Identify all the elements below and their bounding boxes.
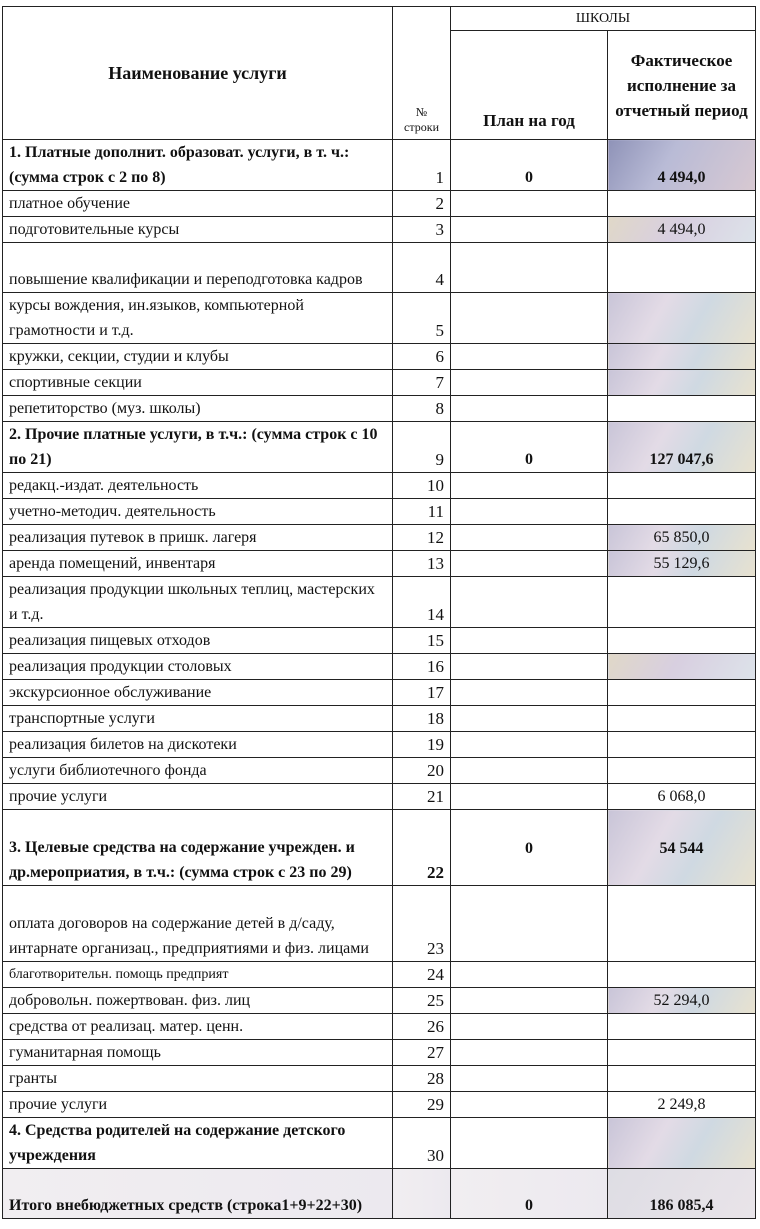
fact-cell bbox=[608, 1014, 756, 1040]
service-name-cell: платное обучение bbox=[3, 191, 393, 217]
table-row bbox=[3, 758, 756, 784]
plan-cell bbox=[451, 344, 608, 370]
plan-cell bbox=[451, 396, 608, 422]
table-header bbox=[3, 7, 756, 140]
service-name-cell: средства от реализац. матер. ценн. bbox=[3, 1014, 393, 1040]
service-name-cell: кружки, секции, студии и клубы bbox=[3, 344, 393, 370]
fact-cell bbox=[608, 344, 756, 370]
row-number-cell: 7 bbox=[393, 370, 451, 396]
table-row bbox=[3, 577, 756, 628]
fact-cell: 65 850,0 bbox=[608, 525, 756, 551]
service-name-cell: репетиторство (муз. школы) bbox=[3, 396, 393, 422]
row-number-cell: 1 bbox=[393, 140, 451, 191]
fact-cell: 6 068,0 bbox=[608, 784, 756, 810]
table-row bbox=[3, 140, 756, 191]
row-number-cell: 9 bbox=[393, 422, 451, 473]
fact-cell bbox=[608, 886, 756, 962]
plan-cell: 0 bbox=[451, 140, 608, 191]
service-name-cell: аренда помещений, инвентаря bbox=[3, 551, 393, 577]
fact-cell bbox=[608, 370, 756, 396]
service-name-cell: реализация путевок в пришк. лагеря bbox=[3, 525, 393, 551]
table-row bbox=[3, 396, 756, 422]
plan-cell bbox=[451, 370, 608, 396]
fact-cell bbox=[608, 499, 756, 525]
fact-cell bbox=[608, 243, 756, 293]
fact-cell bbox=[608, 628, 756, 654]
plan-cell bbox=[451, 1014, 608, 1040]
fact-cell bbox=[608, 732, 756, 758]
row-number-cell: 26 bbox=[393, 1014, 451, 1040]
table-row bbox=[3, 344, 756, 370]
service-name-cell: реализация пищевых отходов bbox=[3, 628, 393, 654]
service-name-cell: подготовительные курсы bbox=[3, 217, 393, 243]
total-name-cell: Итого внебюджетных средств (строка1+9+22+30) bbox=[3, 1169, 393, 1219]
table-row bbox=[3, 217, 756, 243]
header-row-number: № строки bbox=[393, 7, 451, 140]
service-name-cell: редакц.-издат. деятельность bbox=[3, 473, 393, 499]
row-number-cell: 13 bbox=[393, 551, 451, 577]
service-name-cell: реализация продукции школьных теплиц, мастерских и т.д. bbox=[3, 577, 393, 628]
services-table bbox=[2, 6, 756, 1219]
fact-cell: 55 129,6 bbox=[608, 551, 756, 577]
plan-cell bbox=[451, 217, 608, 243]
table-row bbox=[3, 962, 756, 988]
table-row bbox=[3, 706, 756, 732]
plan-cell bbox=[451, 577, 608, 628]
service-name-cell: услуги библиотечного фонда bbox=[3, 758, 393, 784]
table-row bbox=[3, 525, 756, 551]
fact-cell: 4 494,0 bbox=[608, 217, 756, 243]
plan-cell bbox=[451, 758, 608, 784]
service-name-cell: 3. Целевые средства на содержание учрежден. и др.мероприатия, в т.ч.: (сумма строк с 23 по 29) bbox=[3, 810, 393, 886]
fact-cell bbox=[608, 396, 756, 422]
row-number-cell: 4 bbox=[393, 243, 451, 293]
plan-cell bbox=[451, 1040, 608, 1066]
service-name-cell: транспортные услуги bbox=[3, 706, 393, 732]
row-number-cell: 29 bbox=[393, 1092, 451, 1118]
row-number-cell: 2 bbox=[393, 191, 451, 217]
fact-cell: 54 544 bbox=[608, 810, 756, 886]
row-number-cell: 20 bbox=[393, 758, 451, 784]
fact-cell: 4 494,0 bbox=[608, 140, 756, 191]
table-row bbox=[3, 784, 756, 810]
fact-cell bbox=[608, 654, 756, 680]
fact-cell bbox=[608, 1066, 756, 1092]
fact-cell bbox=[608, 1118, 756, 1169]
row-number-cell: 22 bbox=[393, 810, 451, 886]
table-row bbox=[3, 191, 756, 217]
fact-cell bbox=[608, 758, 756, 784]
row-number-cell: 28 bbox=[393, 1066, 451, 1092]
table-row bbox=[3, 1040, 756, 1066]
table-row bbox=[3, 732, 756, 758]
total-plan-cell: 0 bbox=[451, 1169, 608, 1219]
table-row bbox=[3, 422, 756, 473]
row-number-cell: 18 bbox=[393, 706, 451, 732]
plan-cell bbox=[451, 706, 608, 732]
service-name-cell: 4. Средства родителей на содержание детского учреждения bbox=[3, 1118, 393, 1169]
row-number-cell: 16 bbox=[393, 654, 451, 680]
service-name-cell: учетно-методич. деятельность bbox=[3, 499, 393, 525]
row-number-cell: 10 bbox=[393, 473, 451, 499]
service-name-cell: оплата договоров на содержание детей в д/саду, интарнате организац., предприятиями и физ. лицами bbox=[3, 886, 393, 962]
fact-cell bbox=[608, 1040, 756, 1066]
plan-cell bbox=[451, 1092, 608, 1118]
service-name-cell: экскурсионное обслуживание bbox=[3, 680, 393, 706]
plan-cell bbox=[451, 525, 608, 551]
row-number-cell: 19 bbox=[393, 732, 451, 758]
plan-cell bbox=[451, 886, 608, 962]
plan-cell bbox=[451, 988, 608, 1014]
fact-cell: 2 249,8 bbox=[608, 1092, 756, 1118]
service-name-cell: курсы вождения, ин.языков, компьютерной грамотности и т.д. bbox=[3, 293, 393, 344]
service-name-cell: гуманитарная помощь bbox=[3, 1040, 393, 1066]
row-number-cell: 24 bbox=[393, 962, 451, 988]
table-row bbox=[3, 1014, 756, 1040]
service-name-cell: реализация продукции столовых bbox=[3, 654, 393, 680]
table-row bbox=[3, 654, 756, 680]
table-row bbox=[3, 680, 756, 706]
plan-cell bbox=[451, 628, 608, 654]
total-fact-cell: 186 085,4 bbox=[608, 1169, 756, 1219]
row-number-cell: 15 bbox=[393, 628, 451, 654]
plan-cell bbox=[451, 473, 608, 499]
row-number-cell: 5 bbox=[393, 293, 451, 344]
table-row bbox=[3, 1092, 756, 1118]
service-name-cell: благотворительн. помощь предприят bbox=[3, 962, 393, 988]
fact-cell bbox=[608, 680, 756, 706]
plan-cell bbox=[451, 732, 608, 758]
row-number-cell: 27 bbox=[393, 1040, 451, 1066]
table-row bbox=[3, 628, 756, 654]
header-plan: План на год bbox=[451, 31, 608, 140]
fact-cell bbox=[608, 191, 756, 217]
fact-cell bbox=[608, 293, 756, 344]
table-row bbox=[3, 1066, 756, 1092]
fact-cell bbox=[608, 577, 756, 628]
plan-cell bbox=[451, 293, 608, 344]
service-name-cell: добровольн. пожертвован. физ. лиц bbox=[3, 988, 393, 1014]
fact-cell bbox=[608, 473, 756, 499]
row-number-cell: 25 bbox=[393, 988, 451, 1014]
table-row bbox=[3, 810, 756, 886]
row-number-cell: 30 bbox=[393, 1118, 451, 1169]
row-number-cell: 21 bbox=[393, 784, 451, 810]
fact-cell bbox=[608, 962, 756, 988]
table-row bbox=[3, 1118, 756, 1169]
service-name-cell: спортивные секции bbox=[3, 370, 393, 396]
total-row-number-cell bbox=[393, 1169, 451, 1219]
row-number-cell: 8 bbox=[393, 396, 451, 422]
table-row bbox=[3, 886, 756, 962]
fact-cell: 127 047,6 bbox=[608, 422, 756, 473]
service-name-cell: прочие услуги bbox=[3, 1092, 393, 1118]
table-row bbox=[3, 473, 756, 499]
row-number-cell: 17 bbox=[393, 680, 451, 706]
table-row bbox=[3, 499, 756, 525]
header-fact: Фактическое исполнение за отчетный период bbox=[608, 31, 756, 140]
plan-cell bbox=[451, 784, 608, 810]
table-row bbox=[3, 988, 756, 1014]
plan-cell bbox=[451, 1118, 608, 1169]
table-row bbox=[3, 293, 756, 344]
service-name-cell: 1. Платные дополнит. образоват. услуги, в т. ч.:(сумма строк с 2 по 8) bbox=[3, 140, 393, 191]
row-number-cell: 12 bbox=[393, 525, 451, 551]
total-row bbox=[3, 1169, 756, 1219]
row-number-cell: 3 bbox=[393, 217, 451, 243]
plan-cell: 0 bbox=[451, 810, 608, 886]
plan-cell bbox=[451, 191, 608, 217]
row-number-cell: 6 bbox=[393, 344, 451, 370]
table-row bbox=[3, 370, 756, 396]
plan-cell bbox=[451, 499, 608, 525]
service-name-cell: прочие услуги bbox=[3, 784, 393, 810]
plan-cell bbox=[451, 1066, 608, 1092]
service-name-cell: реализация билетов на дискотеки bbox=[3, 732, 393, 758]
table-row bbox=[3, 551, 756, 577]
plan-cell bbox=[451, 962, 608, 988]
plan-cell bbox=[451, 654, 608, 680]
service-name-cell: повышение квалификации и переподготовка кадров bbox=[3, 243, 393, 293]
service-name-cell: 2. Прочие платные услуги, в т.ч.: (сумма строк с 10 по 21) bbox=[3, 422, 393, 473]
header-service-name: Наименование услуги bbox=[3, 7, 393, 140]
service-name-cell: гранты bbox=[3, 1066, 393, 1092]
plan-cell: 0 bbox=[451, 422, 608, 473]
plan-cell bbox=[451, 680, 608, 706]
services-table-sheet bbox=[2, 6, 755, 1222]
fact-cell: 52 294,0 bbox=[608, 988, 756, 1014]
header-group-schools: ШКОЛЫ bbox=[451, 7, 756, 31]
row-number-cell: 11 bbox=[393, 499, 451, 525]
fact-cell bbox=[608, 706, 756, 732]
table-body bbox=[3, 140, 756, 1219]
row-number-cell: 23 bbox=[393, 886, 451, 962]
row-number-cell: 14 bbox=[393, 577, 451, 628]
plan-cell bbox=[451, 551, 608, 577]
plan-cell bbox=[451, 243, 608, 293]
table-row bbox=[3, 243, 756, 293]
